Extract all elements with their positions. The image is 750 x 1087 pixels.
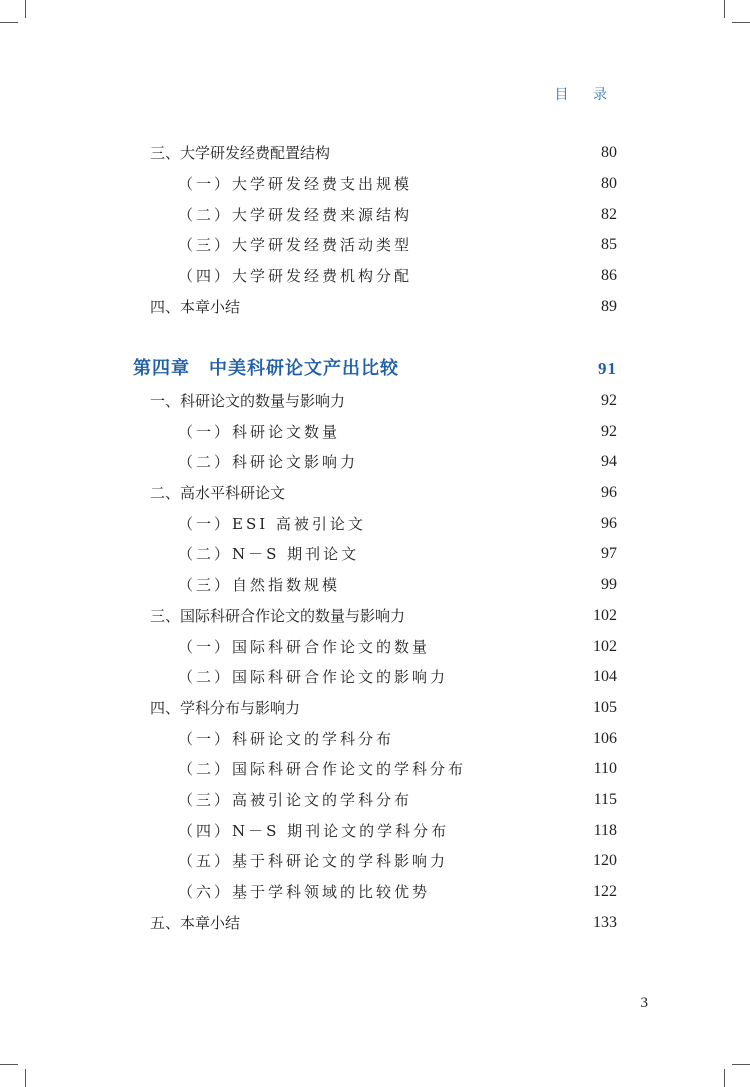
toc-entry-page: 102 xyxy=(593,638,617,655)
crop-mark-top-right xyxy=(724,0,725,18)
toc-entry-page: 86 xyxy=(601,267,617,284)
toc-entry-title: （一）国际科研合作论文的数量 xyxy=(178,638,431,656)
toc-entry-title: （二）大学研发经费来源结构 xyxy=(178,206,413,224)
toc-entry-title: 四、学科分布与影响力 xyxy=(150,699,301,717)
toc-entry-page: 80 xyxy=(601,175,617,192)
crop-mark-bottom-right xyxy=(732,1064,750,1065)
toc-entry-title: （三）自然指数规模 xyxy=(178,576,341,594)
toc-entry[interactable] xyxy=(178,420,617,444)
toc-entry-page: 92 xyxy=(601,392,617,409)
toc-entry[interactable] xyxy=(178,233,617,257)
toc-entry-title: （一）ESI 高被引论文 xyxy=(178,515,366,533)
toc-entry-page: 122 xyxy=(593,883,617,900)
toc-entry-page: 104 xyxy=(593,668,617,685)
toc-entry[interactable] xyxy=(178,573,617,597)
toc-entry-title: 第四章 中美科研论文产出比较 xyxy=(133,358,399,379)
toc-entry-title: 一、科研论文的数量与影响力 xyxy=(150,392,346,410)
toc-entry[interactable] xyxy=(178,819,617,843)
toc-entry-title: （四）大学研发经费机构分配 xyxy=(178,267,413,285)
toc-entry-page: 92 xyxy=(601,423,617,440)
toc-entry-title: 二、高水平科研论文 xyxy=(150,484,286,502)
toc-entry-page: 85 xyxy=(601,236,617,253)
crop-mark-top-left xyxy=(0,22,18,23)
toc-entry[interactable] xyxy=(150,481,617,505)
toc-entry-title: （二）N－S 期刊论文 xyxy=(178,545,360,563)
toc-entry-title: （二）国际科研合作论文的影响力 xyxy=(178,668,449,686)
toc-chapter-entry[interactable] xyxy=(133,357,617,381)
toc-entry[interactable] xyxy=(178,788,617,812)
toc-entry[interactable] xyxy=(150,389,617,413)
toc-entry[interactable] xyxy=(178,727,617,751)
toc-entry-page: 102 xyxy=(593,607,617,624)
toc-entry[interactable] xyxy=(178,172,617,196)
toc-entry[interactable] xyxy=(178,450,617,474)
toc-entry[interactable] xyxy=(150,141,617,165)
toc-entry-title: （一）科研论文数量 xyxy=(178,423,341,441)
toc-entry-page: 96 xyxy=(601,484,617,501)
toc-entry-title: （五）基于科研论文的学科影响力 xyxy=(178,852,449,870)
toc-entry-page: 80 xyxy=(601,144,617,161)
toc-entry-page: 97 xyxy=(601,545,617,562)
toc-entry-title: 三、国际科研合作论文的数量与影响力 xyxy=(150,607,406,625)
toc-entry[interactable] xyxy=(150,911,617,935)
toc-entry[interactable] xyxy=(178,542,617,566)
toc-entry-title: 三、大学研发经费配置结构 xyxy=(150,144,331,162)
toc-entry-title: 五、本章小结 xyxy=(150,914,241,932)
toc-entry[interactable] xyxy=(178,849,617,873)
toc-entry-title: （三）大学研发经费活动类型 xyxy=(178,236,413,254)
toc-entry[interactable] xyxy=(178,757,617,781)
toc-entry-title: （二）科研论文影响力 xyxy=(178,453,359,471)
toc-entry-title: （一）大学研发经费支出规模 xyxy=(178,175,413,193)
toc-entry-page: 105 xyxy=(593,699,617,716)
toc-entry-page: 91 xyxy=(598,359,617,378)
toc-entry[interactable] xyxy=(178,203,617,227)
toc-entry[interactable] xyxy=(178,512,617,536)
toc-entry-title: 四、本章小结 xyxy=(150,298,241,316)
crop-mark-top-left xyxy=(25,0,26,18)
toc-entry[interactable] xyxy=(150,696,617,720)
crop-mark-bottom-left xyxy=(25,1069,26,1087)
toc-entry-title: （六）基于学科领域的比较优势 xyxy=(178,883,431,901)
toc-entry-title: （四）N－S 期刊论文的学科分布 xyxy=(178,822,450,840)
running-header: 目 录 xyxy=(554,87,617,103)
toc-entry-page: 89 xyxy=(601,298,617,315)
crop-mark-bottom-left xyxy=(0,1064,18,1065)
crop-mark-top-right xyxy=(732,22,750,23)
toc-entry-page: 82 xyxy=(601,206,617,223)
toc-entry-page: 96 xyxy=(601,515,617,532)
toc-entry-page: 99 xyxy=(601,576,617,593)
toc-entry-title: （二）国际科研合作论文的学科分布 xyxy=(178,760,467,778)
page-number: 3 xyxy=(640,995,648,1011)
toc-entry-page: 133 xyxy=(593,914,617,931)
toc-entry-page: 115 xyxy=(593,791,617,808)
toc-entry[interactable] xyxy=(150,295,617,319)
toc-entry[interactable] xyxy=(178,264,617,288)
toc-entry-page: 106 xyxy=(593,730,617,747)
toc-entry-page: 118 xyxy=(593,822,617,839)
toc-entry-page: 110 xyxy=(593,760,617,777)
toc-entry[interactable] xyxy=(178,665,617,689)
toc-entry[interactable] xyxy=(150,604,617,628)
crop-mark-bottom-right xyxy=(724,1069,725,1087)
toc-entry-page: 120 xyxy=(593,852,617,869)
toc-entry-page: 94 xyxy=(601,453,617,470)
toc-entry[interactable] xyxy=(178,635,617,659)
toc-entry-title: （三）高被引论文的学科分布 xyxy=(178,791,413,809)
toc-entry[interactable] xyxy=(178,880,617,904)
toc-entry-title: （一）科研论文的学科分布 xyxy=(178,730,395,748)
